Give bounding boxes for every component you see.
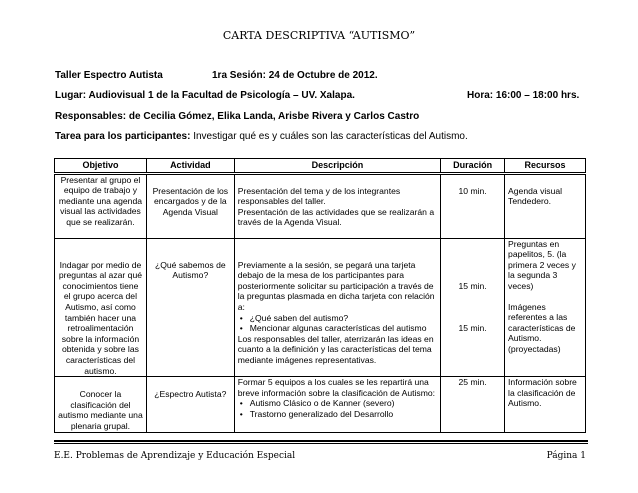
task-label: Tarea para los participantes: [55,131,191,142]
row3-objetivo: Conocer la clasificación del autismo mediante una plenaria grupal. [55,377,147,432]
row2-descripcion-outro: Los responsables del taller, aterrizarán las ideas en cuanto a la definición y las características del tema mediante imágenes representativas. [237,333,434,365]
row2-recursos-1: Preguntas en papelitos, 5. (la primera 2 veces y la segunda 3 veces) [508,238,576,291]
footer-course: E.E. Problemas de Aprendizaje y Educación Especial [54,451,296,461]
list-item: • Autismo Clásico o de Kanner (severo) [250,398,437,409]
table-row [55,173,586,238]
activity-table [54,158,586,433]
row2-duracion-2: 15 min. [458,323,487,334]
row2-actividad: ¿Qué sabemos de Autismo? [146,238,234,377]
list-item: • Mencionar algunas características del autismo [250,323,437,334]
taller-name: Taller Espectro Autista [55,70,163,81]
row3-descripcion [234,377,440,432]
location: Lugar: Audiovisual 1 de la Facultad de Psicología – UV. Xalapa. [55,90,355,101]
row1-actividad: Presentación de los encargados y de la Agenda Visual [146,173,234,238]
list-item: • ¿Qué saben del autismo? [250,313,437,324]
row2-bullet-list [238,313,437,334]
footer-page-number: Página 1 [546,451,586,461]
header-objetivo: Objetivo [55,159,147,174]
responsables: Responsables: de Cecilia Gómez, Elika Landa, Arisbe Rivera y Carlos Castro [55,111,420,122]
row2-duracion-1: 15 min. [458,280,487,291]
task-line [55,131,468,142]
document-title: CARTA DESCRIPTIVA “AUTISMO” [222,29,416,42]
session-date: 1ra Sesión: 24 de Octubre de 2012. [212,70,378,81]
footer-divider-thin [54,443,588,444]
task-text: Investigar qué es y cuáles son las características del Autismo. [190,131,468,142]
list-item: • Trastorno generalizado del Desarrollo [250,409,437,420]
row3-recursos: Información sobre la clasificación de Autismo. [505,377,586,432]
row1-recursos: Agenda visual Tendedero. [505,173,586,238]
row1-duracion: 10 min. [441,173,505,238]
row2-descripcion-intro: Previamente a la sesión, se pegará una tarjeta debajo de la mesa de los participantes para posteriormente solicitar su participación a través de la preguntas plasmada en dicha tarjeta con relación a: [237,259,435,312]
row2-duracion [441,238,505,377]
header-duracion: Duración [441,159,505,174]
row2-descripcion [234,238,440,377]
row2-objetivo: Indagar por medio de preguntas al azar qué conocimientos tiene el grupo acerca del Autismo, así como también hacer una retroalimentación sobre la información obtenida y sobre las características del autismo. [55,238,147,377]
header-actividad: Actividad [146,159,234,174]
header-descripcion: Descripción [234,159,440,174]
row1-descripcion-2: Presentación de las actividades que se realizarán a través de la Agenda Visual. [237,206,435,228]
footer-divider [54,440,588,442]
row2-recursos [505,238,586,377]
row1-descripcion-1: Presentación del tema y de los integrantes responsables del taller. [237,185,401,207]
table-header-row [55,159,586,174]
row3-duracion: 25 min. [441,377,505,432]
row3-actividad: ¿Espectro Autista? [146,377,234,432]
table-row [55,238,586,377]
row2-recursos-2: Imágenes referentes a las características de Autismo. (proyectadas) [508,301,576,354]
row3-descripcion-intro: Formar 5 equipos a los cuales se les repartirá una breve información sobre la clasificación de Autismo: [237,377,436,398]
row3-bullet-list [238,398,437,419]
header-recursos: Recursos [505,159,586,174]
row1-descripcion [234,173,440,238]
table-row [55,377,586,432]
time: Hora: 16:00 – 18:00 hrs. [467,90,580,101]
row1-objetivo: Presentar al grupo el equipo de trabajo y mediante una agenda visual las actividades que se realizarán. [55,173,147,238]
